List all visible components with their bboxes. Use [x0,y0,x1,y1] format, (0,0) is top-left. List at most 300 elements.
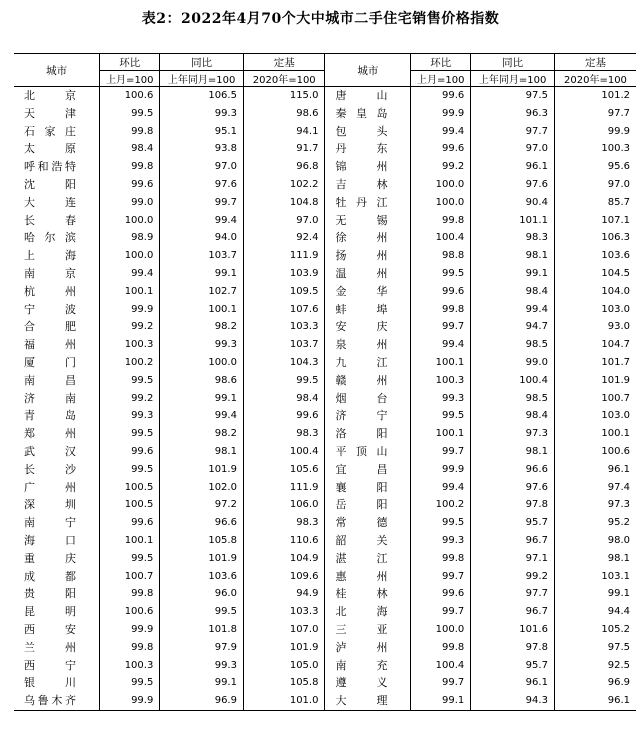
city-cell [14,550,100,568]
city-name: 杭州 [24,284,76,298]
city-name: 蚌埠 [335,302,388,316]
city-name: 厦门 [24,355,76,369]
city-cell [325,123,411,141]
city-cell [14,461,100,479]
city-cell [325,496,411,514]
city-cell [14,140,100,158]
city-cell [14,407,100,425]
city-name: 平顶山 [335,444,388,458]
mom-value: 100.2 [411,496,471,514]
city-cell [14,514,100,532]
city-name: 安庆 [335,320,388,334]
city-cell [325,639,411,657]
city-name: 湛江 [335,551,388,565]
yoy-value: 100.1 [160,301,244,319]
table-row [14,194,636,212]
city-name: 扬州 [335,249,388,263]
yoy-value: 97.3 [471,425,555,443]
table-row [14,674,636,692]
base-value: 102.2 [243,176,325,194]
city-name: 成都 [24,569,76,583]
yoy-value: 97.9 [160,639,244,657]
yoy-value: 99.5 [160,603,244,621]
yoy-value: 98.1 [160,443,244,461]
mom-value: 100.6 [100,603,160,621]
base-value: 98.6 [243,105,325,123]
base-value: 97.3 [554,496,636,514]
city-cell [325,176,411,194]
table-row [14,176,636,194]
table-row [14,585,636,603]
yoy-value: 100.4 [471,372,555,390]
base-value: 103.7 [243,336,325,354]
yoy-value: 98.2 [160,318,244,336]
mom-value: 99.8 [100,639,160,657]
table-row [14,265,636,283]
city-cell [14,229,100,247]
table-row [14,87,636,105]
city-name: 济宁 [335,409,388,423]
base-value: 107.0 [243,621,325,639]
mom-header-left: 环比 [100,54,160,71]
city-cell [325,390,411,408]
base-value: 103.1 [554,568,636,586]
city-name: 九江 [335,355,388,369]
table-row [14,140,636,158]
base-value: 105.8 [243,674,325,692]
city-name: 郑州 [24,427,76,441]
mom-value: 99.4 [411,479,471,497]
city-name: 岳阳 [335,498,388,512]
base-value: 99.9 [554,123,636,141]
city-name: 哈尔滨 [24,231,76,245]
city-cell [325,550,411,568]
yoy-value: 98.3 [471,229,555,247]
city-name: 洛阳 [335,427,388,441]
table-row [14,407,636,425]
base-value: 115.0 [243,87,325,105]
city-name: 西安 [24,622,76,636]
base-value: 99.1 [554,585,636,603]
mom-value: 99.4 [100,265,160,283]
yoy-value: 95.1 [160,123,244,141]
yoy-value: 97.2 [160,496,244,514]
yoy-value: 97.0 [471,140,555,158]
city-header-right: 城市 [325,54,411,87]
city-name: 银川 [24,676,76,690]
city-name: 三亚 [335,622,388,636]
city-name: 天津 [24,106,76,120]
base-value: 109.6 [243,568,325,586]
mom-value: 99.8 [411,639,471,657]
table-row [14,283,636,301]
base-value: 104.5 [554,265,636,283]
mom-value: 100.0 [411,194,471,212]
city-cell [14,585,100,603]
city-cell [325,674,411,692]
city-name: 呼和浩特 [24,160,76,174]
city-cell [325,265,411,283]
base-value: 105.0 [243,657,325,675]
yoy-value: 96.0 [160,585,244,603]
city-name: 福州 [24,338,76,352]
base-value: 97.5 [554,639,636,657]
base-value: 106.3 [554,229,636,247]
yoy-header-left: 同比 [160,54,244,71]
yoy-value: 94.0 [160,229,244,247]
price-index-table [14,53,636,711]
yoy-value: 96.7 [471,532,555,550]
yoy-value: 96.6 [160,514,244,532]
mom-value: 100.5 [100,496,160,514]
yoy-value: 105.8 [160,532,244,550]
yoy-value: 103.6 [160,568,244,586]
base-value: 101.9 [243,639,325,657]
yoy-value: 98.1 [471,247,555,265]
yoy-value: 97.1 [471,550,555,568]
table-row [14,532,636,550]
mom-value: 99.8 [100,123,160,141]
mom-value: 100.0 [100,247,160,265]
yoy-value: 99.7 [160,194,244,212]
city-name: 长沙 [24,462,76,476]
mom-value: 100.4 [411,657,471,675]
mom-value: 99.5 [100,425,160,443]
city-name: 武汉 [24,444,76,458]
yoy-value: 102.7 [160,283,244,301]
city-name: 惠州 [335,569,388,583]
mom-value: 99.5 [411,265,471,283]
yoy-subheader-left: 上年同月=100 [160,71,244,87]
table-row [14,692,636,710]
city-cell [14,443,100,461]
city-cell [14,568,100,586]
mom-value: 100.1 [100,283,160,301]
mom-value: 100.5 [100,479,160,497]
city-cell [14,621,100,639]
mom-value: 99.6 [100,514,160,532]
city-name: 上海 [24,249,76,263]
city-name: 昆明 [24,605,76,619]
city-cell [14,265,100,283]
page-title: 表2：2022年4月70个大中城市二手住宅销售价格指数 [141,11,500,27]
table-row [14,621,636,639]
mom-value: 99.5 [411,514,471,532]
base-value: 107.6 [243,301,325,319]
mom-value: 99.2 [100,318,160,336]
mom-value: 99.9 [411,105,471,123]
base-value: 91.7 [243,140,325,158]
mom-value: 99.4 [411,336,471,354]
mom-value: 99.6 [100,176,160,194]
mom-subheader-right: 上月=100 [411,71,471,87]
base-value: 104.9 [243,550,325,568]
city-cell [14,639,100,657]
mom-value: 99.9 [100,621,160,639]
yoy-value: 98.5 [471,390,555,408]
yoy-value: 97.8 [471,639,555,657]
mom-value: 100.1 [100,532,160,550]
city-name: 济南 [24,391,76,405]
mom-value: 99.7 [411,443,471,461]
city-name: 太原 [24,142,76,156]
mom-value: 99.1 [411,692,471,710]
city-name: 青岛 [24,409,76,423]
city-cell [14,674,100,692]
base-value: 100.6 [554,443,636,461]
base-subheader-right: 2020年=100 [554,71,636,87]
city-cell [14,87,100,105]
city-cell [325,336,411,354]
mom-value: 100.0 [411,176,471,194]
yoy-value: 96.3 [471,105,555,123]
city-cell [14,176,100,194]
base-value: 98.4 [243,390,325,408]
city-cell [14,532,100,550]
table-row [14,318,636,336]
yoy-value: 98.4 [471,283,555,301]
mom-value: 99.8 [411,550,471,568]
base-value: 95.6 [554,158,636,176]
city-cell [325,194,411,212]
mom-value: 99.5 [100,550,160,568]
mom-value: 99.2 [411,158,471,176]
city-cell [14,372,100,390]
city-cell [325,318,411,336]
city-cell [14,425,100,443]
city-name: 吉林 [335,177,388,191]
table-row [14,461,636,479]
base-value: 104.0 [554,283,636,301]
city-cell [325,461,411,479]
yoy-value: 97.6 [160,176,244,194]
mom-value: 99.7 [411,603,471,621]
yoy-value: 100.0 [160,354,244,372]
city-cell [325,657,411,675]
city-cell [325,212,411,230]
city-cell [325,247,411,265]
city-name: 兰州 [24,640,76,654]
mom-value: 99.6 [411,87,471,105]
yoy-value: 98.6 [160,372,244,390]
mom-value: 99.8 [100,158,160,176]
yoy-value: 97.7 [471,123,555,141]
yoy-value: 98.5 [471,336,555,354]
city-cell [14,336,100,354]
base-subheader-left: 2020年=100 [243,71,325,87]
city-name: 乌鲁木齐 [24,694,76,708]
city-name: 北京 [24,89,76,102]
mom-value: 99.7 [411,568,471,586]
city-name: 合肥 [24,320,76,334]
city-cell [14,301,100,319]
table-body [14,87,636,711]
city-cell [325,585,411,603]
city-name: 宁波 [24,302,76,316]
base-header-left: 定基 [243,54,325,71]
yoy-value: 101.9 [160,550,244,568]
base-value: 109.5 [243,283,325,301]
yoy-value: 94.7 [471,318,555,336]
base-value: 101.0 [243,692,325,710]
city-name: 徐州 [335,231,388,245]
base-value: 103.0 [554,407,636,425]
base-value: 100.7 [554,390,636,408]
base-value: 94.4 [554,603,636,621]
base-value: 99.5 [243,372,325,390]
city-name: 牡丹江 [335,195,388,209]
base-value: 106.0 [243,496,325,514]
yoy-value: 96.1 [471,674,555,692]
city-name: 南昌 [24,373,76,387]
city-cell [14,390,100,408]
base-value: 100.1 [554,425,636,443]
yoy-value: 99.4 [160,407,244,425]
base-value: 94.9 [243,585,325,603]
city-name: 贵阳 [24,587,76,601]
city-name: 石家庄 [24,124,76,138]
city-name: 重庆 [24,551,76,565]
city-name: 韶关 [335,533,388,547]
table-row [14,639,636,657]
yoy-value: 99.1 [471,265,555,283]
city-name: 长春 [24,213,76,227]
city-name: 沈阳 [24,177,76,191]
mom-value: 99.8 [100,585,160,603]
city-cell [325,283,411,301]
mom-value: 99.7 [411,318,471,336]
base-value: 105.6 [243,461,325,479]
city-name: 西宁 [24,658,76,672]
base-value: 103.0 [554,301,636,319]
mom-value: 100.0 [100,212,160,230]
base-value: 92.5 [554,657,636,675]
city-name: 无锡 [335,213,388,227]
yoy-header-right: 同比 [471,54,555,71]
base-value: 104.8 [243,194,325,212]
table-row [14,390,636,408]
city-cell [14,283,100,301]
city-name: 南京 [24,266,76,280]
yoy-value: 98.2 [160,425,244,443]
mom-value: 98.8 [411,247,471,265]
city-name: 唐山 [335,89,388,102]
city-cell [325,372,411,390]
base-value: 99.6 [243,407,325,425]
table-row [14,443,636,461]
city-cell [14,692,100,710]
yoy-value: 97.5 [471,87,555,105]
table-row [14,603,636,621]
city-name: 大理 [335,694,388,708]
yoy-value: 96.7 [471,603,555,621]
city-cell [14,496,100,514]
city-cell [325,140,411,158]
base-value: 100.4 [243,443,325,461]
table-row [14,354,636,372]
base-value: 104.3 [243,354,325,372]
base-value: 97.0 [243,212,325,230]
city-cell [14,354,100,372]
city-cell [325,621,411,639]
city-cell [14,657,100,675]
mom-value: 99.9 [100,301,160,319]
city-cell [325,514,411,532]
table-row [14,372,636,390]
city-cell [325,407,411,425]
mom-value: 99.2 [100,390,160,408]
base-value: 107.1 [554,212,636,230]
city-cell [14,479,100,497]
city-cell [325,354,411,372]
mom-value: 99.5 [100,105,160,123]
table-row [14,425,636,443]
mom-value: 99.6 [411,585,471,603]
yoy-value: 98.1 [471,443,555,461]
mom-value: 99.3 [411,532,471,550]
mom-value: 100.7 [100,568,160,586]
base-value: 105.2 [554,621,636,639]
mom-subheader-left: 上月=100 [100,71,160,87]
mom-value: 100.2 [100,354,160,372]
city-name: 泸州 [335,640,388,654]
base-value: 103.3 [243,603,325,621]
yoy-value: 97.6 [471,176,555,194]
mom-value: 99.6 [411,283,471,301]
mom-value: 99.3 [100,407,160,425]
mom-value: 99.6 [411,140,471,158]
yoy-value: 96.1 [471,158,555,176]
mom-value: 100.3 [100,657,160,675]
mom-value: 100.1 [411,425,471,443]
mom-value: 99.5 [411,407,471,425]
city-name: 宜昌 [335,462,388,476]
table-row [14,301,636,319]
city-cell [14,105,100,123]
city-name: 常德 [335,516,388,530]
city-name: 南宁 [24,516,76,530]
mom-value: 99.9 [411,461,471,479]
city-name: 丹东 [335,142,388,156]
city-header-left: 城市 [14,54,100,87]
yoy-value: 97.0 [160,158,244,176]
yoy-value: 102.0 [160,479,244,497]
base-value: 111.9 [243,247,325,265]
base-value: 85.7 [554,194,636,212]
yoy-value: 99.2 [471,568,555,586]
mom-value: 99.7 [411,674,471,692]
mom-value: 99.5 [100,372,160,390]
table-row [14,336,636,354]
city-name: 遵义 [335,676,388,690]
base-value: 97.4 [554,479,636,497]
mom-value: 100.3 [100,336,160,354]
mom-value: 100.4 [411,229,471,247]
mom-value: 99.3 [411,390,471,408]
city-cell [325,229,411,247]
table-row [14,158,636,176]
yoy-value: 99.1 [160,265,244,283]
yoy-value: 99.0 [471,354,555,372]
mom-value: 100.1 [411,354,471,372]
mom-value: 99.8 [411,212,471,230]
yoy-value: 99.3 [160,336,244,354]
base-value: 111.9 [243,479,325,497]
base-value: 103.6 [554,247,636,265]
table-row [14,105,636,123]
city-name: 锦州 [335,160,388,174]
table-row [14,550,636,568]
